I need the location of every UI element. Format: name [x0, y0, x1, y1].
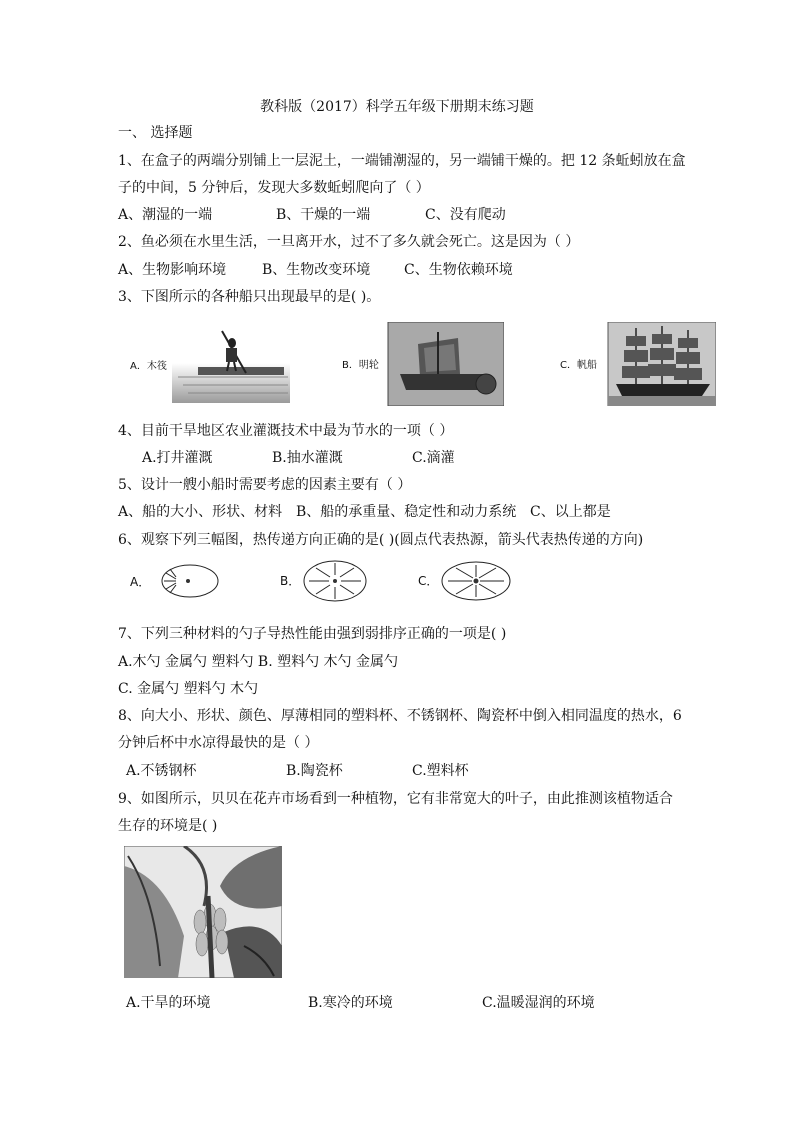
paddle-steamer-label: B．明轮 — [342, 360, 379, 371]
question-4-line-1: 4、目前干旱地区农业灌溉技术中最为节水的一项（ ） — [118, 423, 454, 439]
raft-illustration — [128, 325, 292, 405]
q2-option-c[interactable]: C、生物依赖环境 — [404, 262, 513, 278]
sailing-ship-illustration — [556, 322, 716, 406]
sailing-ship-label: C．帆船 — [560, 360, 597, 371]
q9-option-c[interactable]: C.温暖湿润的环境 — [482, 995, 595, 1011]
diagram-a-label: A． — [130, 575, 151, 589]
q1-option-b[interactable]: B、干燥的一端 — [276, 207, 371, 223]
q9-option-a[interactable]: A.干旱的环境 — [126, 995, 211, 1011]
sailing-ship-image-c[interactable] — [556, 322, 716, 406]
question-5-line-1: 5、设计一艘小船时需要考虑的因素主要有（ ） — [118, 477, 412, 493]
heat-diagram-c-shape — [418, 558, 514, 604]
question-8-line-2: 分钟后杯中水凉得最快的是（ ） — [118, 735, 319, 751]
page-title: 教科版（2017）科学五年级下册期末练习题 — [260, 99, 534, 115]
heat-diagram-b-shape — [280, 558, 370, 604]
banana-plant-illustration — [124, 846, 282, 978]
q2-option-b[interactable]: B、生物改变环境 — [262, 262, 371, 278]
paddle-steamer-illustration — [340, 322, 504, 406]
question-6-line-1: 6、观察下列三幅图，热传递方向正确的是( )(圆点代表热源，箭头代表热传递的方向) — [118, 532, 644, 548]
q7-options-row-2[interactable]: C. 金属勺 塑料勺 木勺 — [118, 681, 259, 697]
heat-diagram-a-shape — [130, 561, 222, 601]
question-7-line-1: 7、下列三种材料的勺子导热性能由强到弱排序正确的一项是( ) — [118, 626, 507, 642]
heat-diagram-b[interactable] — [280, 558, 370, 604]
q1-option-a[interactable]: A、潮湿的一端 — [118, 207, 213, 223]
diagram-c-label: C． — [418, 574, 439, 588]
q4-option-b[interactable]: B.抽水灌溉 — [272, 450, 343, 466]
q5-option-c[interactable]: C、以上都是 — [530, 504, 611, 520]
raft-image-a[interactable] — [128, 325, 292, 405]
banana-plant-image — [124, 846, 282, 978]
raft-label: A．木筏 — [130, 361, 167, 372]
heat-diagram-c[interactable] — [418, 558, 514, 604]
q5-option-a[interactable]: A、船的大小、形状、材料 — [118, 504, 283, 520]
paddle-steamer-image-b[interactable] — [340, 322, 504, 406]
q8-option-b[interactable]: B.陶瓷杯 — [286, 763, 343, 779]
question-9-line-2: 生存的环境是( ) — [118, 818, 218, 834]
question-1-line-1: 1、在盒子的两端分别铺上一层泥土，一端铺潮湿的，另一端铺干燥的。把 12 条蚯蚓放在盒 — [118, 153, 686, 169]
question-8-line-1: 8、向大小、形状、颜色、厚薄相同的塑料杯、不锈钢杯、陶瓷杯中倒入相同温度的热水，6 — [118, 708, 682, 724]
q5-option-b[interactable]: B、船的承重量、稳定性和动力系统 — [296, 504, 517, 520]
q1-option-c[interactable]: C、没有爬动 — [425, 207, 506, 223]
q7-options-row-1[interactable]: A.木勺 金属勺 塑料勺 B. 塑料勺 木勺 金属勺 — [118, 654, 398, 670]
question-9-line-1: 9、如图所示，贝贝在花卉市场看到一种植物，它有非常宽大的叶子，由此推测该植物适合 — [118, 791, 673, 807]
q9-option-b[interactable]: B.寒冷的环境 — [308, 995, 393, 1011]
q2-option-a[interactable]: A、生物影响环境 — [118, 262, 227, 278]
q8-option-c[interactable]: C.塑料杯 — [412, 763, 469, 779]
heat-diagram-a[interactable] — [130, 561, 222, 601]
question-3-line-1: 3、下图所示的各种船只出现最早的是( )。 — [118, 289, 381, 305]
q4-option-a[interactable]: A.打井灌溉 — [142, 450, 213, 466]
diagram-b-label: B． — [280, 574, 301, 588]
question-1-line-2: 子的中间，5 分钟后，发现大多数蚯蚓爬向了（ ） — [118, 180, 430, 196]
question-2-line-1: 2、鱼必须在水里生活，一旦离开水，过不了多久就会死亡。这是因为（ ） — [118, 234, 580, 250]
q8-option-a[interactable]: A.不锈钢杯 — [126, 763, 197, 779]
q4-option-c[interactable]: C.滴灌 — [412, 450, 455, 466]
section-heading: 一、 选择题 — [118, 125, 193, 141]
